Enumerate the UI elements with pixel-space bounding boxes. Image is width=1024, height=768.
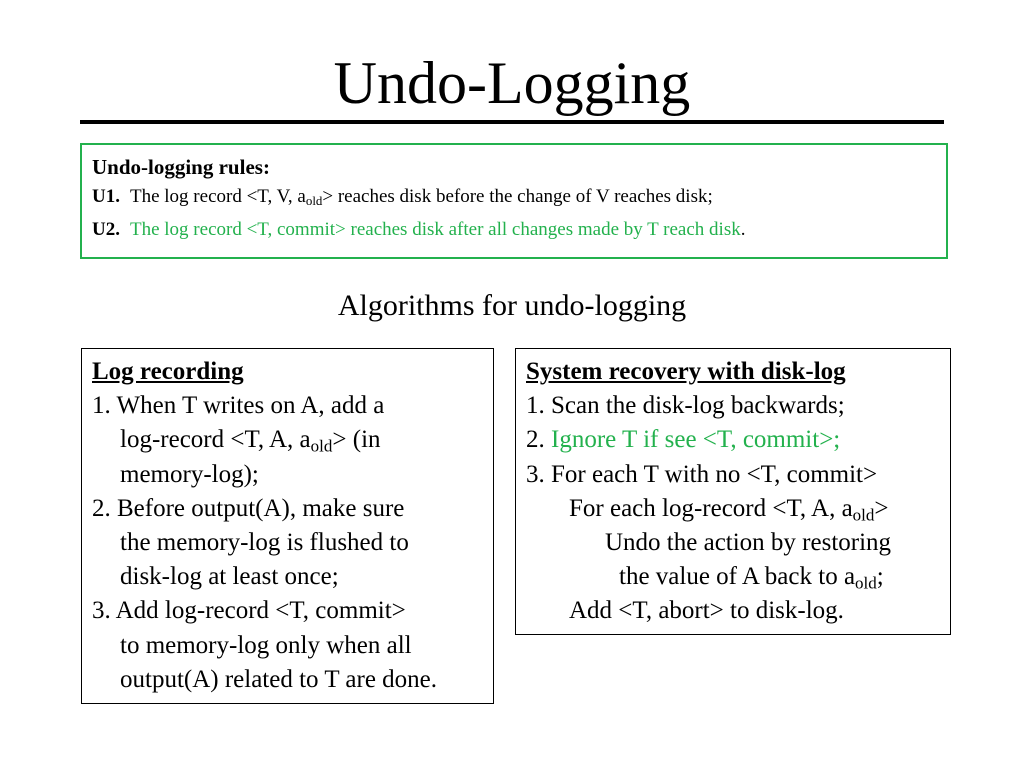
system-recovery-title: System recovery with disk-log bbox=[526, 358, 846, 385]
undo-logging-rules-box bbox=[80, 143, 948, 259]
log-recording-line-8: to memory-log only when all bbox=[120, 631, 412, 659]
rule-u2-text-highlight: The log record <T, commit> reaches disk after all changes made by T reach disk bbox=[129, 219, 741, 240]
log-recording-line-2-before: log-record <T, A, a bbox=[120, 426, 311, 454]
system-recovery-line-6-after: ; bbox=[876, 563, 884, 591]
rule-u1-label: U1. bbox=[92, 186, 120, 207]
title-underline bbox=[80, 120, 944, 124]
system-recovery-line-6-before: the value of A back to a bbox=[619, 563, 856, 591]
system-recovery-line-6 bbox=[526, 560, 950, 594]
system-recovery-line-7: Add <T, abort> to disk-log. bbox=[569, 597, 844, 625]
slide-title: Undo-Logging bbox=[333, 50, 691, 116]
log-recording-title: Log recording bbox=[92, 358, 244, 385]
rules-heading: Undo-logging rules: bbox=[92, 155, 270, 179]
rule-u2-text-end: . bbox=[740, 219, 746, 240]
system-recovery-line-2-prefix: 2. bbox=[526, 426, 551, 454]
log-recording-line-9: output(A) related to T are done. bbox=[120, 665, 438, 693]
system-recovery-line-4-after: > bbox=[874, 494, 889, 522]
log-recording-line-3: memory-log); bbox=[120, 460, 259, 488]
rule-u2 bbox=[92, 218, 936, 242]
log-recording-line-4: 2. Before output(A), make sure bbox=[92, 494, 405, 522]
log-recording-line-2-subscript: old bbox=[310, 436, 333, 456]
log-recording-line-2-after: > (in bbox=[332, 426, 381, 454]
log-recording-line-5: the memory-log is flushed to bbox=[120, 529, 409, 557]
log-recording-box bbox=[81, 348, 494, 704]
system-recovery-line-1: 1. Scan the disk-log backwards; bbox=[526, 392, 845, 420]
system-recovery-line-4 bbox=[526, 492, 950, 526]
log-recording-line-1: 1. When T writes on A, add a bbox=[92, 392, 385, 420]
system-recovery-line-2-highlight: Ignore T if see <T, commit>; bbox=[551, 426, 841, 454]
log-recording-line-7: 3. Add log-record <T, commit> bbox=[92, 597, 406, 625]
log-recording-line-2 bbox=[92, 423, 493, 457]
rule-u2-label: U2. bbox=[92, 219, 120, 240]
rule-u1 bbox=[92, 185, 936, 209]
system-recovery-line-5: Undo the action by restoring bbox=[605, 529, 892, 557]
system-recovery-line-4-subscript: old bbox=[852, 505, 875, 525]
system-recovery-line-3: 3. For each T with no <T, commit> bbox=[526, 460, 878, 488]
system-recovery-box bbox=[515, 348, 951, 635]
system-recovery-line-4-before: For each log-record <T, A, a bbox=[569, 494, 853, 522]
rule-u1-text-before: The log record <T, V, a bbox=[129, 186, 306, 207]
algorithms-heading: Algorithms for undo-logging bbox=[337, 289, 687, 322]
rule-u1-text-after: > reaches disk before the change of V reaches disk; bbox=[322, 186, 713, 207]
system-recovery-line-2 bbox=[526, 423, 950, 457]
system-recovery-line-6-subscript: old bbox=[855, 573, 877, 593]
rule-u1-subscript: old bbox=[305, 193, 323, 209]
log-recording-line-6: disk-log at least once; bbox=[120, 563, 339, 591]
